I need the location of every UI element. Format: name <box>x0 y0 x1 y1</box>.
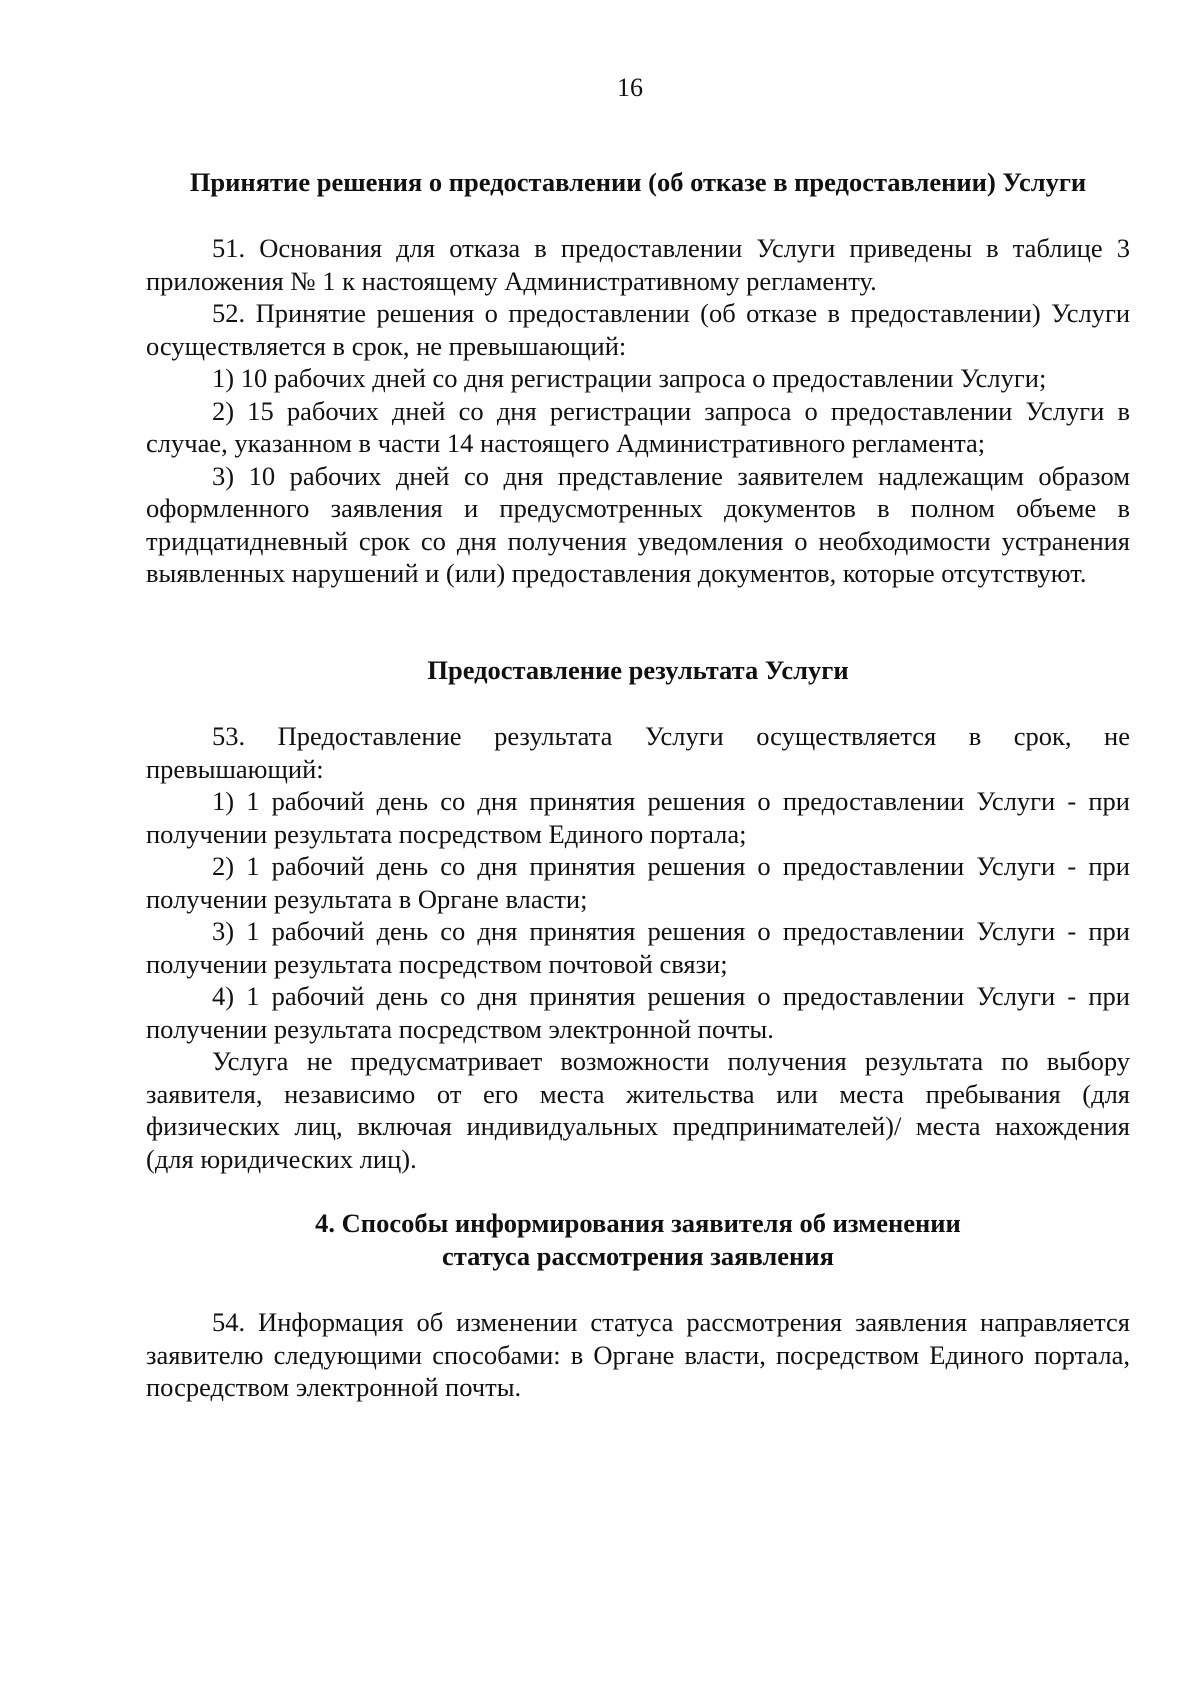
page-number: 16 <box>617 73 643 102</box>
paragraph-52-item-1: 1) 10 рабочих дней со дня регистрации запроса о предоставлении Услуги; <box>212 363 1047 393</box>
section-decision-body <box>146 232 1130 590</box>
section-heading-result: Предоставление результата Услуги <box>427 655 849 685</box>
paragraph-53-item-4: 4) 1 рабочий день со дня принятия решения о предоставлении Услуги - при получении результата посредством электронной почты. <box>146 981 1130 1044</box>
paragraph-54: 54. Информация об изменении статуса рассмотрения заявления направляется заявителю следующими способами: в Органе власти, посредством Единого портала, посредством электронной почты. <box>146 1307 1130 1402</box>
paragraph-51: 51. Основания для отказа в предоставлении Услуги приведены в таблице 3 приложения № 1 к настоящему Административному регламенту. <box>146 233 1130 296</box>
paragraph-53: 53. Предоставление результата Услуги осуществляется в срок, не превышающий: <box>146 721 1130 784</box>
paragraph-52: 52. Принятие решения о предоставлении (об отказе в предоставлении) Услуги осуществляется в срок, не превышающий: <box>146 298 1130 361</box>
paragraph-52-item-3: 3) 10 рабочих дней со дня представление заявителем надлежащим образом оформленного заявления и предусмотренных документов в полном объеме в тридцатидневный срок со дня получения уведомления о необходимости устранения выявленных нарушений и (или) предоставления документов, которые отсутствуют. <box>146 460 1130 588</box>
paragraph-53-item-3: 3) 1 рабочий день со дня принятия решения о предоставлении Услуги - при получении результата посредством почтовой связи; <box>146 916 1130 979</box>
paragraph-53-item-2: 2) 1 рабочий день со дня принятия решения о предоставлении Услуги - при получении результата в Органе власти; <box>146 851 1130 914</box>
paragraph-result-choice: Услуга не предусматривает возможности получения результата по выбору заявителя, независимо от его места жительства или места пребывания (для физических лиц, включая индивидуальных предпринимателей)/ места нахождения (для юридических лиц). <box>146 1046 1130 1174</box>
section-result-body <box>146 720 1130 1175</box>
paragraph-52-item-2: 2) 15 рабочих дней со дня регистрации запроса о предоставлении Услуги в случае, указанном в части 14 настоящего Административного регламента; <box>146 395 1130 458</box>
section-informing-body <box>146 1306 1130 1404</box>
section-heading-informing-line2: статуса рассмотрения заявления <box>442 1241 834 1271</box>
section-heading-informing-line1: 4. Способы информирования заявителя об изменении <box>315 1208 961 1238</box>
section-heading-informing <box>146 1207 1130 1273</box>
paragraph-53-item-1: 1) 1 рабочий день со дня принятия решения о предоставлении Услуги - при получении результата посредством Единого портала; <box>146 786 1130 849</box>
section-heading-decision: Принятие решения о предоставлении (об отказе в предоставлении) Услуги <box>189 167 1087 197</box>
